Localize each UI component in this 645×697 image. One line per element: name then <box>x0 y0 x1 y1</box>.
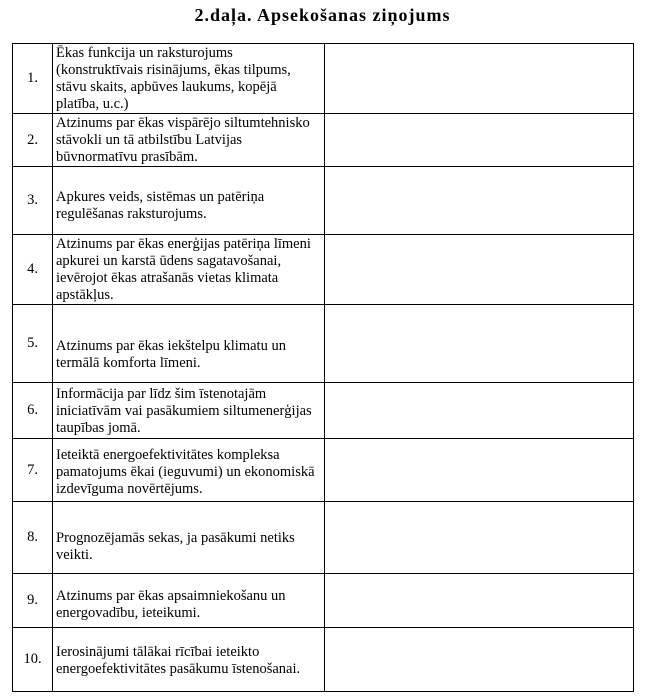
row-number: 4. <box>13 235 53 305</box>
answer-cell[interactable] <box>325 44 634 114</box>
answer-cell[interactable] <box>325 167 634 235</box>
answer-cell[interactable] <box>325 628 634 692</box>
table-row <box>13 235 634 305</box>
row-number: 5. <box>13 305 53 383</box>
row-number: 7. <box>13 439 53 502</box>
row-number: 10. <box>13 628 53 692</box>
table-row <box>13 628 634 692</box>
table-row <box>13 114 634 167</box>
row-number: 3. <box>13 167 53 235</box>
row-number: 1. <box>13 44 53 114</box>
row-number: 6. <box>13 383 53 439</box>
row-number: 8. <box>13 502 53 574</box>
row-description: Ierosinājumi tālākai rīcībai ieteikto energoefektivitātes pasākumu īstenošanai. <box>53 628 325 692</box>
table-row <box>13 305 634 383</box>
table-row <box>13 167 634 235</box>
row-description: Ēkas funkcija un raksturojums (konstruktīvais risinājums, ēkas tilpums, stāvu skaits, apbūves laukums, kopējā platība, u.c.) <box>53 44 325 114</box>
row-description: Prognozējamās sekas, ja pasākumi netiks veikti. <box>53 502 325 574</box>
row-description: Atzinums par ēkas enerģijas patēriņa līmeni apkurei un karstā ūdens sagatavošanai, ievērojot ēkas atrašanās vietas klimata apstākļus. <box>53 235 325 305</box>
table-row <box>13 383 634 439</box>
row-description: Atzinums par ēkas vispārējo siltumtehnisko stāvokli un tā atbilstību Latvijas būvnormatīvu prasībām. <box>53 114 325 167</box>
table-row <box>13 502 634 574</box>
row-description: Apkures veids, sistēmas un patēriņa regulēšanas raksturojums. <box>53 167 325 235</box>
answer-cell[interactable] <box>325 439 634 502</box>
row-number: 9. <box>13 574 53 628</box>
row-description: Atzinums par ēkas apsaimniekošanu un energovadību, ieteikumi. <box>53 574 325 628</box>
answer-cell[interactable] <box>325 502 634 574</box>
row-number: 2. <box>13 114 53 167</box>
table-row <box>13 44 634 114</box>
report-table <box>12 43 634 692</box>
answer-cell[interactable] <box>325 574 634 628</box>
row-description: Atzinums par ēkas iekštelpu klimatu un termālā komforta līmeni. <box>53 305 325 383</box>
answer-cell[interactable] <box>325 235 634 305</box>
page-title: 2.daļa. Apsekošanas ziņojums <box>194 5 451 25</box>
answer-cell[interactable] <box>325 114 634 167</box>
table-row <box>13 574 634 628</box>
table-row <box>13 439 634 502</box>
row-description: Informācija par līdz šim īstenotajām iniciatīvām vai pasākumiem siltumenerģijas taupības jomā. <box>53 383 325 439</box>
answer-cell[interactable] <box>325 305 634 383</box>
row-description: Ieteiktā energoefektivitātes kompleksa pamatojums ēkai (ieguvumi) un ekonomiskā izdevīguma novērtējums. <box>53 439 325 502</box>
answer-cell[interactable] <box>325 383 634 439</box>
